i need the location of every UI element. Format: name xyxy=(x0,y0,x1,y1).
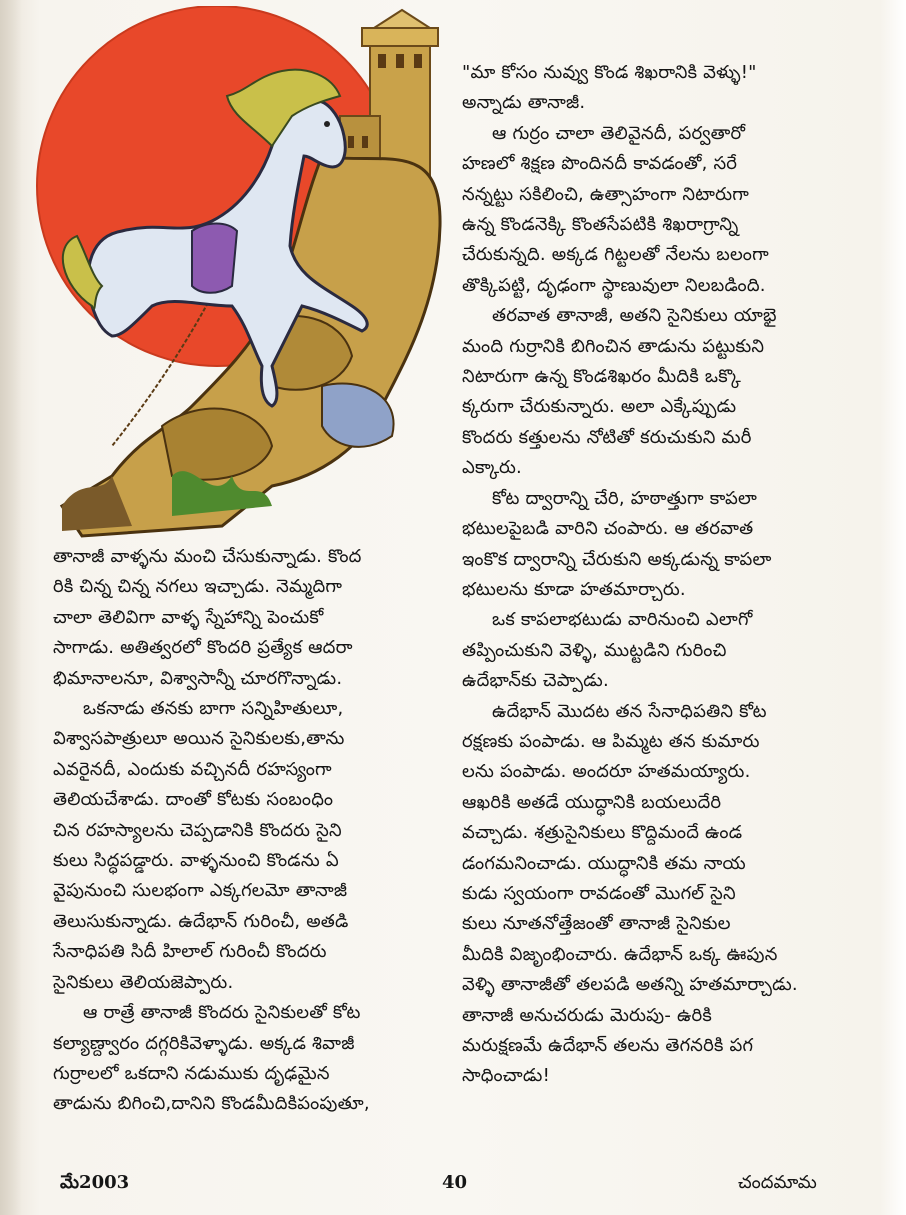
horse-climbing-fort-illustration xyxy=(22,6,442,544)
paragraph-start-line: ఆ రాత్రే తానాజీ కొందరు సైనికులతో కోట xyxy=(83,1002,361,1024)
text-line: ఎక్కారు. xyxy=(462,457,522,479)
text-line: తెలుసుకున్నాడు. ఉదేభాన్ గురించీ, అతడి xyxy=(53,910,349,932)
text-line: వచ్చాడు. శత్రుసైనికులు కొద్దిమందే ఉండ xyxy=(462,822,743,844)
text-line: సైనికులు తెలియజెప్పారు. xyxy=(53,971,234,993)
text-line: ఎవరైనదీ, ఎందుకు వచ్చినదీ రహస్యంగా xyxy=(53,758,332,780)
text-line: కుడు స్వయంగా రావడంతో మొగల్ సైని xyxy=(462,882,736,904)
text-line: ఇంకొక ద్వారాన్ని చేరుకుని అక్కడున్న కాపలా xyxy=(462,548,772,570)
text-line: చిన రహస్యాలను చెప్పడానికి కొందరు సైని xyxy=(53,819,342,841)
text-line: హణలో శిక్షణ పొందినదీ కావడంతో, సరే xyxy=(462,153,738,175)
page-binding-shadow xyxy=(0,0,22,1215)
text-line: సేనాధిపతి సిదీ హిలాల్ గురించీ కొందరు xyxy=(53,941,327,963)
text-line: తానాజీ అనుచరుడు మెరుపు- ఉరికి xyxy=(462,1004,712,1026)
text-line: తప్పించుకుని వెళ్ళి, ముట్టడిని గురించి xyxy=(462,639,727,661)
text-line: భటులను కూడా హతమార్చారు. xyxy=(462,578,686,600)
text-line: గుర్రాలలో ఒకదాని నడుముకు దృఢమైన xyxy=(53,1062,330,1084)
paragraph-start-line: ఒకనాడు తనకు బాగా సన్నిహితులూ, xyxy=(83,698,344,720)
text-line: మంది గుర్రానికి బిగించిన తాడును పట్టుకుని xyxy=(462,335,765,357)
text-line: వెళ్ళి తానాజీతో తలపడి అతన్ని హతమార్చాడు. xyxy=(462,974,798,996)
text-line: విశ్వాసపాత్రులూ అయిన సైనికులకు,తాను xyxy=(53,728,345,750)
paragraph-start-line: ఆ గుర్రం చాలా తెలివైనదీ, పర్వతారో xyxy=(492,122,746,144)
text-line: కల్యాణ్ద్వారం దగ్గరికివెళ్ళాడు. అక్కడ శివాజీ xyxy=(53,1032,355,1054)
text-line: తొక్కిపట్టి, దృఢంగా స్థాణువులా నిలబడింది. xyxy=(462,274,766,296)
text-line: రక్షణకు పంపాడు. ఆ పిమ్మట తన కుమారు xyxy=(462,730,760,752)
text-line: రికి చిన్న చిన్న నగలు ఇచ్చాడు. నెమ్మదిగా xyxy=(53,576,343,598)
text-line: కులు సిద్ధపడ్డారు. వాళ్ళనుంచి కొండను ఏ xyxy=(53,850,339,872)
text-line: మీదికి విజృంభించారు. ఉదేభాన్ ఒక్క ఊపున xyxy=(462,943,778,965)
text-line: క్కరుగా చేరుకున్నారు. అలా ఎక్కేప్పుడు xyxy=(462,396,737,418)
text-line: తాడును బిగించి,దానిని కొండమీదికిపంపుతూ, xyxy=(53,1093,370,1115)
text-line: సాగాడు. అతిత్వరలో కొందరి ప్రత్యేక ఆదరా xyxy=(53,637,353,659)
text-line: కొందరు కత్తులను నోటితో కరుచుకుని మరీ xyxy=(462,426,752,448)
text-line: కులు నూతనోత్తేజంతో తానాజీ సైనికుల xyxy=(462,913,731,935)
text-line: ఉదేభాన్‌కు చెప్పాడు. xyxy=(462,670,609,692)
right-text-column xyxy=(462,58,854,1092)
text-line: మరుక్షణమే ఉదేభాన్ తలను తెగనరికి పగ xyxy=(462,1035,754,1056)
text-line: తానాజీ వాళ్ళను మంచి చేసుకున్నాడు. కొంద xyxy=(53,546,362,567)
footer-magazine-name: చందమామ xyxy=(738,1172,817,1193)
text-line: నిటారుగా ఉన్న కొండశిఖరం మీదికి ఒక్కొ xyxy=(462,366,741,388)
text-line: డంగమనించాడు. యుద్ధానికి తమ నాయ xyxy=(462,852,746,874)
text-line: భటులపైబడి వారిని చంపారు. ఆ తరవాత xyxy=(462,518,754,540)
text-line: చేరుకున్నది. అక్కడ గిట్టలతో నేలను బలంగా xyxy=(462,244,769,266)
text-line: లను పంపాడు. అందరూ హతమయ్యారు. xyxy=(462,761,751,783)
text-line: అన్నాడు తానాజీ. xyxy=(462,92,586,114)
text-line: నన్నట్టు సకిలించి, ఉత్సాహంగా నిటారుగా xyxy=(462,183,750,205)
text-line: తెలియచేశాడు. దాంతో కోటకు సంబంధిం xyxy=(53,789,334,811)
paragraph-start-line: తరవాత తానాజీ, అతని సైనికులు యాభై xyxy=(492,305,777,327)
text-line: ఉన్న కొండనెక్కి కొంతసేపటికి శిఖరాగ్రాన్ని xyxy=(462,214,739,236)
footer-issue-date: మే2003 xyxy=(60,1172,130,1193)
left-text-column xyxy=(53,542,449,1120)
text-line: భిమానాలనూ, విశ్వాసాన్నీ చూరగొన్నాడు. xyxy=(53,667,343,689)
text-line: చాలా తెలివిగా వాళ్ళ స్నేహాన్ని పెంచుకో xyxy=(53,606,324,628)
page-number: 40 xyxy=(442,1172,468,1193)
text-line: ఆఖరికి అతడే యుద్ధానికి బయలుదేరి xyxy=(462,791,722,813)
text-line: వైపునుంచి సులభంగా ఎక్కగలమో తానాజీ xyxy=(53,880,348,902)
paragraph-start-line: ఒక కాపలాభటుడు వారినుంచి ఎలాగో xyxy=(492,609,753,631)
paragraph-start-line: ఉదేభాన్ మొదట తన సేనాధిపతిని కోట xyxy=(492,700,767,722)
text-line: "మా కోసం నువ్వు కొండ శిఖరానికి వెళ్ళు!" xyxy=(462,62,757,83)
paragraph-start-line: కోట ద్వారాన్ని చేరి, హఠాత్తుగా కాపలా xyxy=(492,487,758,509)
text-line: సాధించాడు! xyxy=(462,1065,551,1087)
